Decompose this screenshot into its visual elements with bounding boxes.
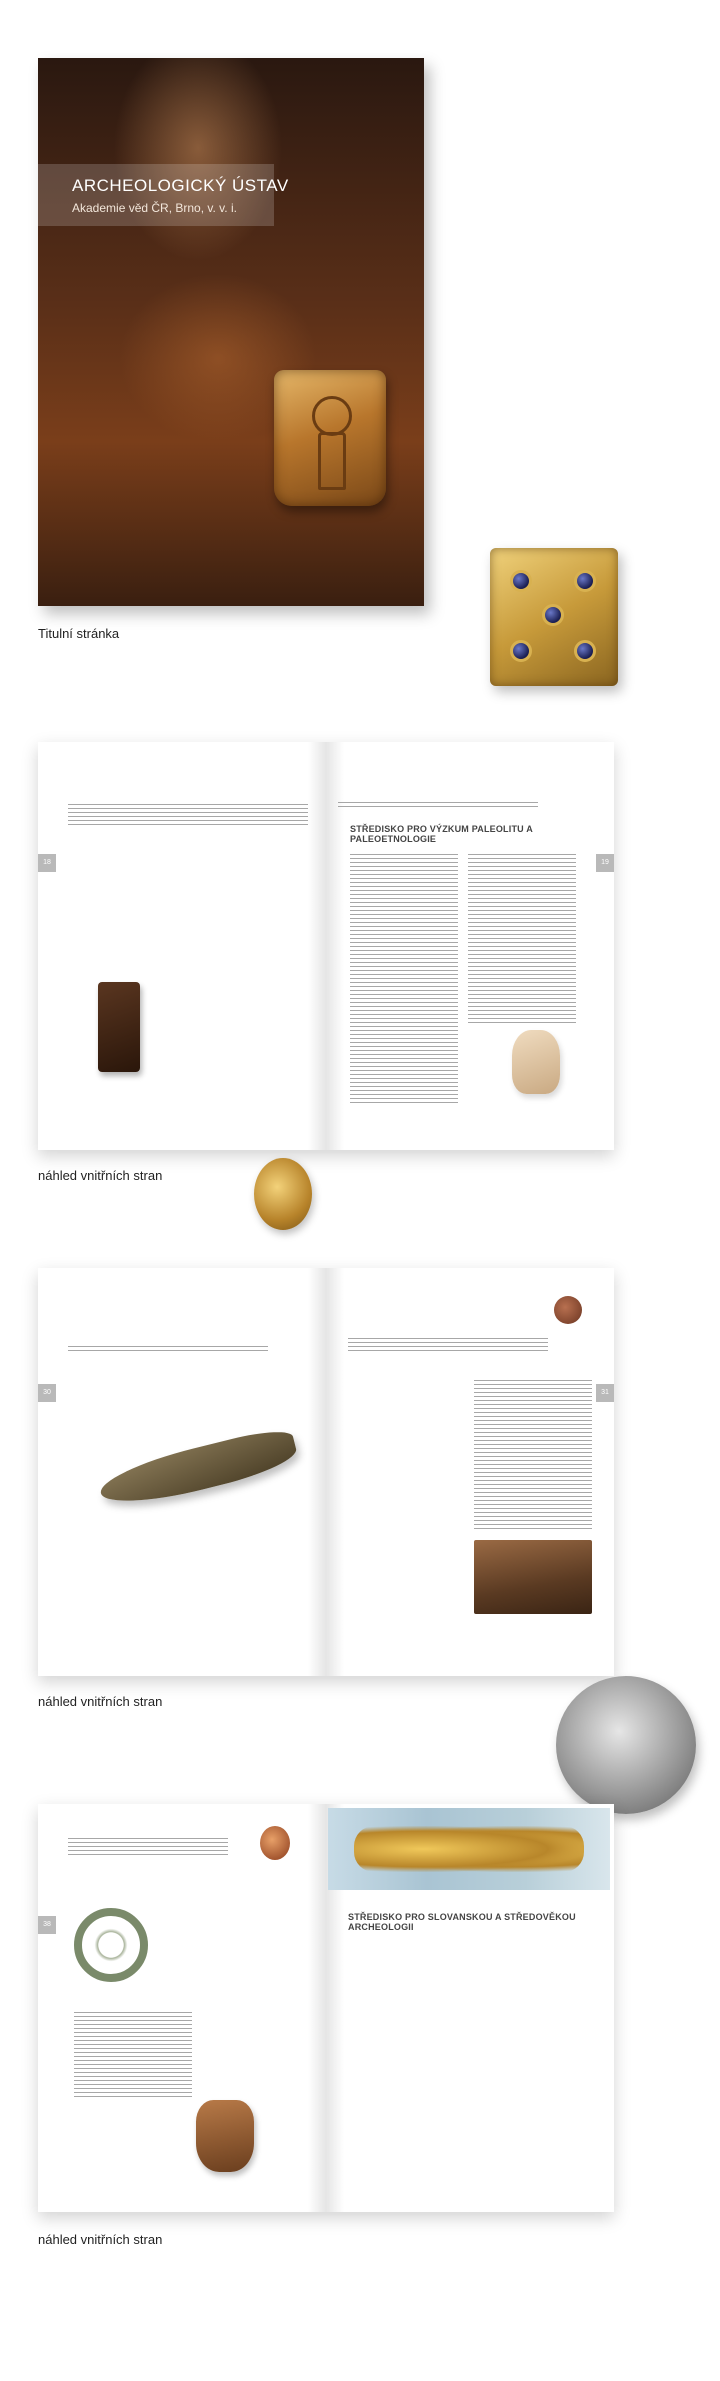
page-number-left: 38 (38, 1916, 56, 1934)
figure-notes-left (68, 1838, 228, 1860)
caption-spread-3: náhled vnitřních stran (38, 2232, 163, 2247)
bronze-pin-image (96, 1424, 300, 1513)
spread-1 (38, 742, 614, 1150)
page-number-left: 30 (38, 1384, 56, 1402)
jewel-image (260, 1826, 290, 1860)
figure-notes-left (68, 1346, 268, 1352)
gold-jewelry-banner (328, 1808, 610, 1890)
artifact-plaque-image (274, 370, 386, 506)
spread-2 (38, 1268, 614, 1676)
gem-icon (510, 570, 532, 592)
excavation-photo (474, 1540, 592, 1614)
section-heading-paleolit: STŘEDISKO PRO VÝZKUM PALEOLITU A PALEOETNOLOGIE (350, 824, 533, 844)
gem-icon (574, 570, 596, 592)
body-text-column-1 (350, 854, 458, 1104)
gold-earrings-image (354, 1826, 584, 1872)
cover-subtitle: Akademie věd ČR, Brno, v. v. i. (72, 201, 237, 215)
body-text-column-2 (468, 854, 576, 1024)
figure-notes-left (68, 804, 308, 826)
gem-icon (574, 640, 596, 662)
gem-icon (510, 640, 532, 662)
spread-fold (308, 1268, 344, 1676)
silver-disc-image (556, 1676, 696, 1814)
figure-notes-right (348, 1338, 548, 1354)
gem-icon (542, 604, 564, 626)
body-text-column (474, 1380, 592, 1530)
spread-3 (38, 1804, 614, 2212)
cover-title: ARCHEOLOGICKÝ ÚSTAV (72, 176, 289, 195)
gold-box-artifact-image (490, 548, 618, 686)
figure-notes-right (338, 802, 538, 810)
gold-earring-image (254, 1158, 312, 1230)
bronze-wheel-image (74, 1908, 148, 1982)
page-number-left: 18 (38, 854, 56, 872)
coin-image (554, 1296, 582, 1324)
caption-spread-1: náhled vnitřních stran (38, 1168, 163, 1183)
page-number-right: 19 (596, 854, 614, 872)
cover-page (38, 58, 424, 606)
caption-spread-2: náhled vnitřních stran (38, 1694, 163, 1709)
stone-tool-image (512, 1030, 560, 1094)
caption-cover: Titulní stránka (38, 626, 120, 641)
clay-vessel-image (196, 2100, 254, 2172)
carved-figurine-image (98, 982, 140, 1072)
body-text-column (74, 2012, 192, 2100)
section-heading-slavonic: STŘEDISKO PRO SLOVANSKOU A STŘEDOVĚKOU ARCHEOLOGII (348, 1912, 576, 1932)
page-number-right: 31 (596, 1384, 614, 1402)
